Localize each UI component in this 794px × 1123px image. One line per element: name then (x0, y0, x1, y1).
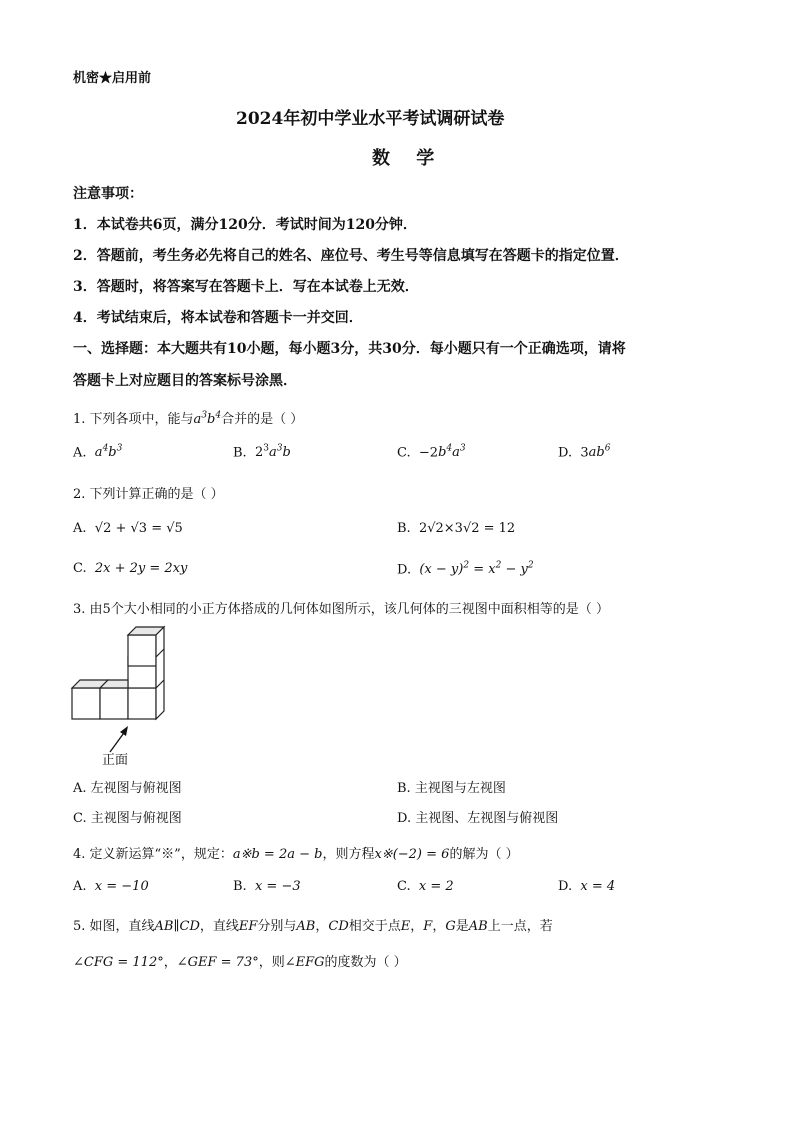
cube-figure (70, 624, 170, 766)
notice-item-2: 2．答题前，考生务必先将自己的姓名、座位号、考生号等信息填写在答题卡的指定位置． (73, 248, 629, 264)
q1-option-a[interactable]: A. $a^4b^3$ (73, 444, 123, 461)
question-1-stem (73, 408, 303, 427)
q4-option-a[interactable]: A. x = −10 (73, 879, 149, 894)
subject-title: 数 学 (372, 148, 445, 169)
q1-option-d[interactable]: D. $3ab^6$ (558, 444, 611, 461)
q1-term: $a^3b^4$ (193, 410, 222, 427)
q4-option-b[interactable]: B. x = −3 (233, 879, 301, 894)
section-heading-line1: 一、选择题：本大题共有10小题，每小题3分，共30分．每小题只有一个正确选项，请将 (73, 341, 626, 357)
q2-option-b[interactable]: B. 2√2×3√2 = 12 (397, 521, 516, 536)
secret-mark: 机密★启用前 (73, 71, 152, 86)
question-5-line2: ∠CFG = 112°，∠GEF = 73°，则∠EFG的度数为（ ） (73, 955, 407, 970)
notice-item-1: 1．本试卷共6页，满分120分．考试时间为120分钟． (73, 217, 417, 233)
q2-option-a[interactable]: A. √2 + √3 = √5 (73, 521, 183, 536)
front-label: 正面 (102, 753, 129, 768)
notice-item-3: 3．答题时，将答案写在答题卡上．写在本试卷上无效． (73, 279, 419, 295)
q1-prefix: 1. 下列各项中，能与 (73, 412, 194, 427)
q1-option-c[interactable]: C. $-2b^4a^3$ (397, 444, 466, 461)
exam-title: 2024年初中学业水平考试调研试卷 (236, 109, 505, 129)
notice-heading: 注意事项： (73, 186, 143, 202)
question-2-stem: 2. 下列计算正确的是（ ） (73, 487, 224, 502)
q4-option-c[interactable]: C. x = 2 (397, 879, 454, 894)
q4-option-d[interactable]: D. x = 4 (558, 879, 616, 894)
q1-suffix: 合并的是（ ） (221, 412, 304, 427)
q2-option-d[interactable]: D. $(x - y)^2 = x^2 - y^2$ (397, 561, 534, 578)
notice-item-4: 4．考试结束后，将本试卷和答题卡一并交回． (73, 310, 363, 326)
section-heading-line2: 答题卡上对应题目的答案标号涂黑． (73, 373, 297, 389)
q3-option-b[interactable]: B. 主视图与左视图 (397, 781, 506, 796)
question-4-stem: 4. 定义新运算“※”，规定：a※b = 2a − b，则方程x※(−2) = 6的解为（ ） (73, 847, 519, 862)
q1-option-b[interactable]: B. $2^3a^3b$ (233, 444, 291, 461)
q3-option-c[interactable]: C. 主视图与俯视图 (73, 811, 182, 826)
q2-option-c[interactable]: C. 2x + 2y = 2xy (73, 561, 188, 576)
q3-option-d[interactable]: D. 主视图、左视图与俯视图 (397, 811, 559, 826)
q3-option-a[interactable]: A. 左视图与俯视图 (73, 781, 182, 796)
question-5-line1: 5. 如图，直线AB∥CD，直线EF分别与AB，CD相交于点E，F，G是AB上一点，若 (73, 919, 553, 934)
question-3-stem: 3. 由5个大小相同的小正方体搭成的几何体如图所示，该几何体的三视图中面积相等的是（ ） (73, 602, 609, 617)
